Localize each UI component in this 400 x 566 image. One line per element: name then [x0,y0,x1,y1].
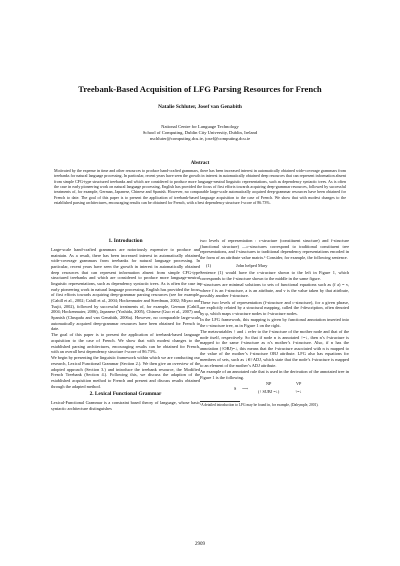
affiliation-line: School of Computing, Dublin City University, Dublin, Ireland [142,130,258,136]
rule-np: NP [266,381,272,387]
body-paragraph: The metavariables ↑ and ↓ refer to the f-structure of the mother node and that of the node itself, respectively. So that if node n is annotated ↑=↓, then n’s f-structure is mapped to the same f-structure as n’s mother’s f-structure. Also, if n has the annotation (↑OBJ)=↓, this means that the f-structure associated with n is mapped to the value of the mother’s f-structure OBJ attribute. LFG also has equations for members of sets, such as ↓∈↑ADJ, which state that the node’s f-structure is mapped to an element of the mother’s ADJ attribute. [200,328,349,368]
right-column [200,238,349,408]
body-paragraph: Sentence (1) would have the c-structure shown to the left in Figure 1, which corresponds to the f-structure shown to the middle in the same figure. [200,270,349,281]
rule-np-annotation: (↑ SUBJ =↓) [258,389,280,395]
footnote-divider [200,401,240,402]
rule-arrow: ⟶ [242,386,249,392]
example-sentence: John helped Mary [236,262,268,268]
annotated-rule [200,381,349,399]
body-paragraph: F-structures are minimal solutions to sets of functional equations such as (f a) = v, where f is an f-structure, a is an attribute, and v is the value taken by that attribute, possibly another f-structure. [200,282,349,299]
abstract-text: Motivated by the expense in time and other resources to produce hand-crafted grammars, there has been increased interest in automatically obtained wide-coverage grammars from treebanks for natural language processing. In particular, recent years have seen the growth in interest in automatically obtained deep resources that can represent information absent from simple CFG-type structured treebanks and which are considered to produce more language-neutral linguistic representations, such as dependency syntactic trees. As is often the case in early pioneering work on natural language processing, English has provided the focus of first efforts towards acquiring deep-grammar resources, followed by successful treatments of, for example, German, Japanese, Chinese and Spanish. However, no comparable large-scale automatically acquired deep-grammar resources have been obtained for French to date. The goal of this paper is to present the application of treebank-based language acquisition to the case of French. We show that with modest changes to the established parsing architectures, encouraging results can be obtained for French, with a best dependency structure f-score of 86.73%. [54,168,346,206]
body-paragraph: Large-scale hand-crafted grammars are notoriously expensive to produce and maintain. As a result, there has been increased interest in automatically obtained wide-coverage grammars from treebanks for natural language processing. In particular, recent years have seen the growth in interest in automatically obtained deep resources that can represent information absent from simple CFG-type structured treebanks and which are considered to produce more language-neutral linguistic representations, such as dependency syntactic trees. As is often the case in early pioneering work in natural language processing, English has provided the focus of first efforts towards acquiring deep-grammar parsing resources (see for example, (Cahill et al., 2002; Cahill et al., 2004; Hockenmaier and Steedman, 2002; Miyao and Tsujii, 2002), followed by successful treatments of, for example, German (Cahill, 2004; Hockenmaier, 2006), Japanese (Yoshida, 2005), Chinese (Guo et al., 2007) and Spanish (Chrupała and van Genabith, 2006a). However, no comparable large-scale automatically acquired deep-grammar resources have been obtained for French to date. [51,247,200,332]
section-heading-introduction: 1. Introduction [108,238,143,244]
body-paragraph: The goal of this paper is to present the application of treebank-based language acquisition to the case of French. We show that with modest changes to the established parsing architectures, encouraging results can be obtained for French, with an overall best dependency structure f-score of 86.73%. [51,332,200,355]
body-paragraph: We begin by presenting the linguistic framework within which we are conducting our research, Lexical Functional Grammar (Section 2.). We then give an overview of the adopted approach (Section 3.) and introduce the treebank resource, the Modified French Treebank (Section 4.). Following this, we discuss the adaption of the established acquisition method to French and present and discuss results obtained through the adapted method. [51,355,200,389]
body-paragraph: These two levels of representation (f-structure and c-structure), for a given phrase, are explicitly related by a structural mapping, called the f-description, often denoted by φ, which maps c-structure nodes to f-structure nodes. [200,299,349,316]
author-emails: nschluter@computing.dcu.ie, josef@computing.dcu.ie [149,136,251,142]
numbered-example [200,263,349,269]
footnote: ¹A detailed introduction to LFG may be found in, for example, (Dalrymple, 2001). [200,403,319,408]
body-paragraph: two levels of representation : c-structure (constituent structure) and f-structure (functional structure) —c-structures correspond to traditional constituent tree representations, and f-structures to traditional dependency representations encoded in the form of an attribute value matrix.¹ Consider, for example, the following sentence. [200,238,349,260]
body-paragraph: In the LFG framework, this mapping is given by functional annotation inserted into the c-structure tree, as in Figure 1 on the right. [200,317,349,328]
section-heading-lfg: 2. Lexical Functional Grammar [89,391,162,398]
left-column [51,238,200,412]
body-paragraph: An example of an annotated rule that is used in the derivation of the annotated tree in Figure 1 is the following. [200,368,349,380]
example-number: (1) [206,262,212,268]
body-paragraph: Lexical-Functional Grammar is a constraint based theory of language, whose basic syntactic architecture distinguishes [51,400,200,412]
author-list: Natalie Schluter, Josef van Genabith [158,104,242,110]
rule-vp: VP [296,381,302,387]
affiliation-line: National Centre for Language Technology [161,124,239,129]
page-number: 2909 [195,542,205,547]
rule-lhs: S [234,386,237,392]
abstract-heading: Abstract [190,161,210,166]
rule-vp-annotation: ↑=↓ [295,389,302,395]
affiliation-block [20,124,380,142]
paper-title: Treebank-Based Acquisition of LFG Parsing Resources for French [78,84,322,94]
